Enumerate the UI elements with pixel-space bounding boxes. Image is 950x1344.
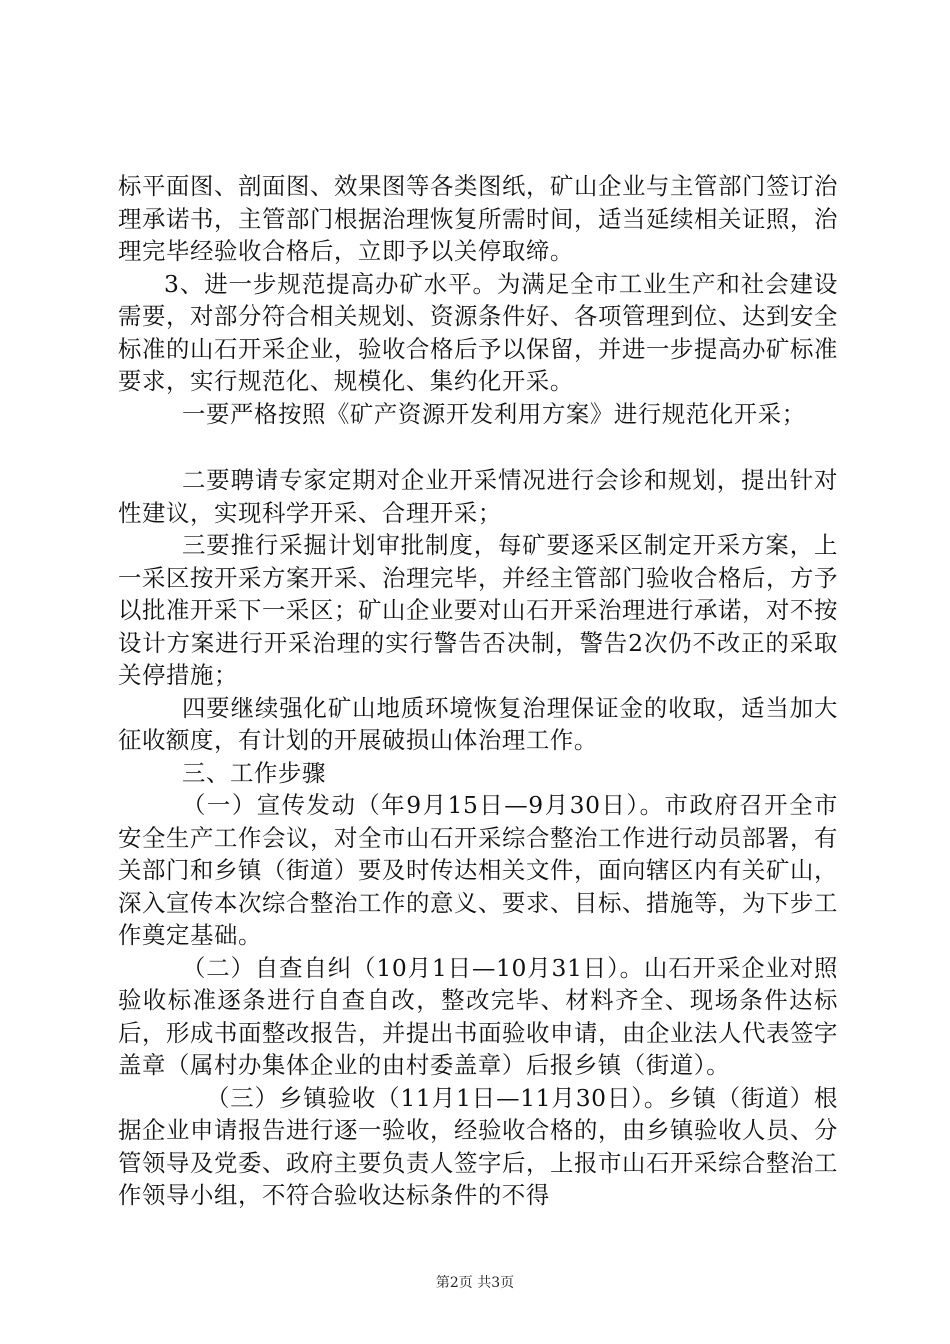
paragraph-continuation: 标平面图、剖面图、效果图等各类图纸，矿山企业与主管部门签订治理承诺书，主管部门根据治理恢复所需时间，适当延续相关证照，治理完毕经验收合格后，立即予以关停取缔。: [118, 172, 838, 265]
paragraph-step-2: （二）自查自纠（10月1日—10月31日）。山石开采企业对照验收标准逐条进行自查自改，整改完毕、材料齐全、现场条件达标后，形成书面整改报告，并提出书面验收申请，由企业法人代表签字盖章（属村办集体企业的由村委盖章）后报乡镇（街道）。: [118, 953, 838, 1079]
paragraph-requirement-2: 二要聘请专家定期对企业开采情况进行会诊和规划，提出针对性建议，实现科学开采、合理开采；: [118, 466, 838, 527]
document-body: [118, 170, 838, 1212]
paragraph-step-1: （一）宣传发动（年9月15日—9月30日）。市政府召开全市安全生产工作会议，对全市山石开采综合整治工作进行动员部署，有关部门和乡镇（街道）要及时传达相关文件，面向辖区内有关矿山，深入宣传本次综合整治工作的意义、要求、目标、措施等，为下步工作奠定基础。: [118, 791, 838, 949]
section-heading-work-steps: 三、工作步骤: [182, 758, 326, 787]
paragraph-requirement-3: 三要推行采掘计划审批制度，每矿要逐采区制定开采方案，上一采区按开采方案开采、治理完毕，并经主管部门验收合格后，方予以批准开采下一采区；矿山企业要对山石开采治理进行承诺，对不按设计方案进行开采治理的实行警告否决制，警告2次仍不改正的采取关停措施；: [118, 531, 838, 689]
page-footer: 第2页 共3页: [435, 1275, 515, 1291]
paragraph-requirement-4: 四要继续强化矿山地质环境恢复治理保证金的收取，适当加大征收额度，有计划的开展破损山体治理工作。: [118, 693, 838, 754]
paragraph-requirement-1: 一要严格按照《矿产资源开发利用方案》进行规范化开采；: [182, 399, 806, 428]
paragraph-step-3: （三）乡镇验收（11月1日—11月30日）。乡镇（街道）根据企业申请报告进行逐一验收，经验收合格的，由乡镇验收人员、分管领导及党委、政府主要负责人签字后，上报市山石开采综合整治工作领导小组，不符合验收达标条件的不得: [118, 1083, 838, 1209]
paragraph-item-3: 3、进一步规范提高办矿水平。为满足全市工业生产和社会建设需要，对部分符合相关规划、资源条件好、各项管理到位、达到安全标准的山石开采企业，验收合格后予以保留，并进一步提高办矿标准要求，实行规范化、规模化、集约化开采。: [118, 269, 838, 395]
